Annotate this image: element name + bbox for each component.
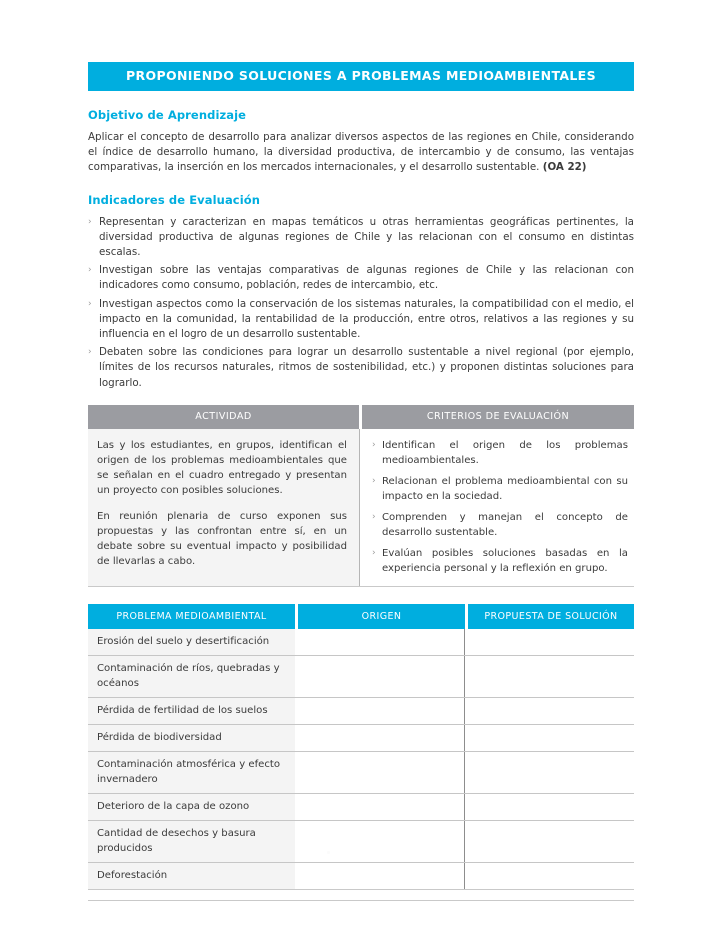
cell-propuesta[interactable] [465, 656, 631, 697]
chevron-right-icon: › [88, 298, 92, 309]
list-item [88, 263, 634, 293]
cell-problema: Deforestación [88, 863, 295, 889]
list-item [372, 546, 628, 576]
page-marker-dot [327, 851, 330, 854]
list-item-text: Comprenden y manejan el concepto de desarrollo sustentable. [382, 511, 628, 538]
page-title: PROPONIENDO SOLUCIONES A PROBLEMAS MEDIOAMBIENTALES [126, 68, 596, 84]
cell-origen[interactable] [298, 794, 465, 820]
table-row [88, 752, 634, 794]
column-header-criterios: CRITERIOS DE EVALUACIÓN [362, 405, 634, 429]
criteria-list [372, 438, 628, 576]
cell-problema: Contaminación atmosférica y efecto invernadero [88, 752, 295, 793]
objetivo-code: (OA 22) [542, 161, 587, 174]
column-header-actividad: ACTIVIDAD [88, 405, 359, 429]
activity-paragraph: En reunión plenaria de curso exponen sus propuestas y las confrontan entre sí, en un debate sobre su eventual impacto y posibilidad de llevarlas a cabo. [97, 510, 347, 567]
document-content [88, 62, 634, 901]
cell-origen[interactable] [298, 629, 465, 655]
activity-table-header [88, 405, 634, 429]
cell-problema: Cantidad de desechos y basura producidos [88, 821, 295, 862]
activity-table-body [88, 429, 634, 587]
objetivo-paragraph [88, 130, 634, 176]
list-item-text: Relacionan el problema medioambiental con su impacto en la sociedad. [382, 475, 628, 502]
chevron-right-icon: › [372, 547, 376, 558]
activity-cell [88, 429, 359, 586]
list-item [372, 438, 628, 468]
problems-table [88, 604, 634, 890]
activity-table [88, 405, 634, 587]
table-row [88, 863, 634, 890]
list-item-text: Representan y caracterizan en mapas temáticos u otras herramientas geográficas pertinentes, la diversidad productiva de algunas regiones de Chile y las relacionan con el consumo en distintas escalas. [99, 215, 634, 259]
column-header-origen: ORIGEN [298, 604, 465, 629]
cell-propuesta[interactable] [465, 863, 631, 889]
table-row [88, 725, 634, 752]
list-item-text: Evalúan posibles soluciones basadas en la experiencia personal y la reflexión en grupo. [382, 547, 628, 574]
cell-origen[interactable] [298, 725, 465, 751]
cell-problema: Contaminación de ríos, quebradas y océanos [88, 656, 295, 697]
list-item-text: Debaten sobre las condiciones para lograr un desarrollo sustentable a nivel regional (por ejemplo, límites de los recursos naturales, ritmos de sostenibilidad, etc.) y proponen distintas soluciones para lograrlo. [99, 346, 634, 389]
chevron-right-icon: › [372, 475, 376, 486]
list-item-text: Investigan aspectos como la conservación de los sistemas naturales, la compatibilidad con el medio, el impacto en la comunidad, la rentabilidad de la producción, entre otros, relativos a las regiones y su influencia en el logro de un desarrollo sustentable. [99, 297, 634, 341]
list-item [372, 510, 628, 540]
activity-paragraph: Las y los estudiantes, en grupos, identifican el origen de los problemas medioambientales que se señalan en el cuadro entregado y presentan un proyecto con posibles soluciones. [97, 439, 347, 496]
footer-divider [88, 900, 634, 901]
table-row [88, 656, 634, 698]
cell-problema: Deterioro de la capa de ozono [88, 794, 295, 820]
chevron-right-icon: › [372, 439, 376, 450]
column-header-propuesta: PROPUESTA DE SOLUCIÓN [468, 604, 634, 629]
page-banner [88, 62, 634, 91]
cell-origen[interactable] [298, 656, 465, 697]
objetivo-text: Aplicar el concepto de desarrollo para analizar diversos aspectos de las regiones en Chile, considerando el índice de desarrollo humano, la diversidad productiva, de intercambio y de consumo, las ventajas comparativas, la inserción en los mercados internacionales, y el desarrollo sustentable. [88, 131, 634, 174]
criteria-cell [362, 429, 634, 586]
cell-propuesta[interactable] [465, 752, 631, 793]
cell-propuesta[interactable] [465, 725, 631, 751]
list-item-text: Investigan sobre las ventajas comparativas de algunas regiones de Chile y las relacionan con indicadores como consumo, población, redes de intercambio, etc. [99, 264, 634, 292]
list-item [88, 215, 634, 261]
cell-problema: Erosión del suelo y desertificación [88, 629, 295, 655]
chevron-right-icon: › [88, 216, 92, 227]
cell-propuesta[interactable] [465, 821, 631, 862]
indicadores-heading: Indicadores de Evaluación [88, 192, 261, 207]
cell-problema: Pérdida de fertilidad de los suelos [88, 698, 295, 724]
list-item [88, 345, 634, 391]
list-item-text: Identifican el origen de los problemas medioambientales. [382, 439, 628, 466]
cell-problema: Pérdida de biodiversidad [88, 725, 295, 751]
chevron-right-icon: › [372, 511, 376, 522]
cell-propuesta[interactable] [465, 698, 631, 724]
table-row [88, 698, 634, 725]
cell-origen[interactable] [298, 821, 465, 862]
cell-origen[interactable] [298, 698, 465, 724]
problems-table-header [88, 604, 634, 629]
indicadores-list [88, 215, 634, 391]
cell-propuesta[interactable] [465, 629, 631, 655]
objetivo-heading: Objetivo de Aprendizaje [88, 108, 247, 122]
table-row [88, 821, 634, 863]
cell-propuesta[interactable] [465, 794, 631, 820]
chevron-right-icon: › [88, 347, 92, 358]
cell-origen[interactable] [298, 752, 465, 793]
column-header-problema: PROBLEMA MEDIOAMBIENTAL [88, 604, 295, 629]
table-row [88, 794, 634, 821]
cell-origen[interactable] [298, 863, 465, 889]
chevron-right-icon: › [88, 265, 92, 276]
list-item [372, 474, 628, 504]
table-row [88, 629, 634, 656]
list-item [88, 297, 634, 343]
